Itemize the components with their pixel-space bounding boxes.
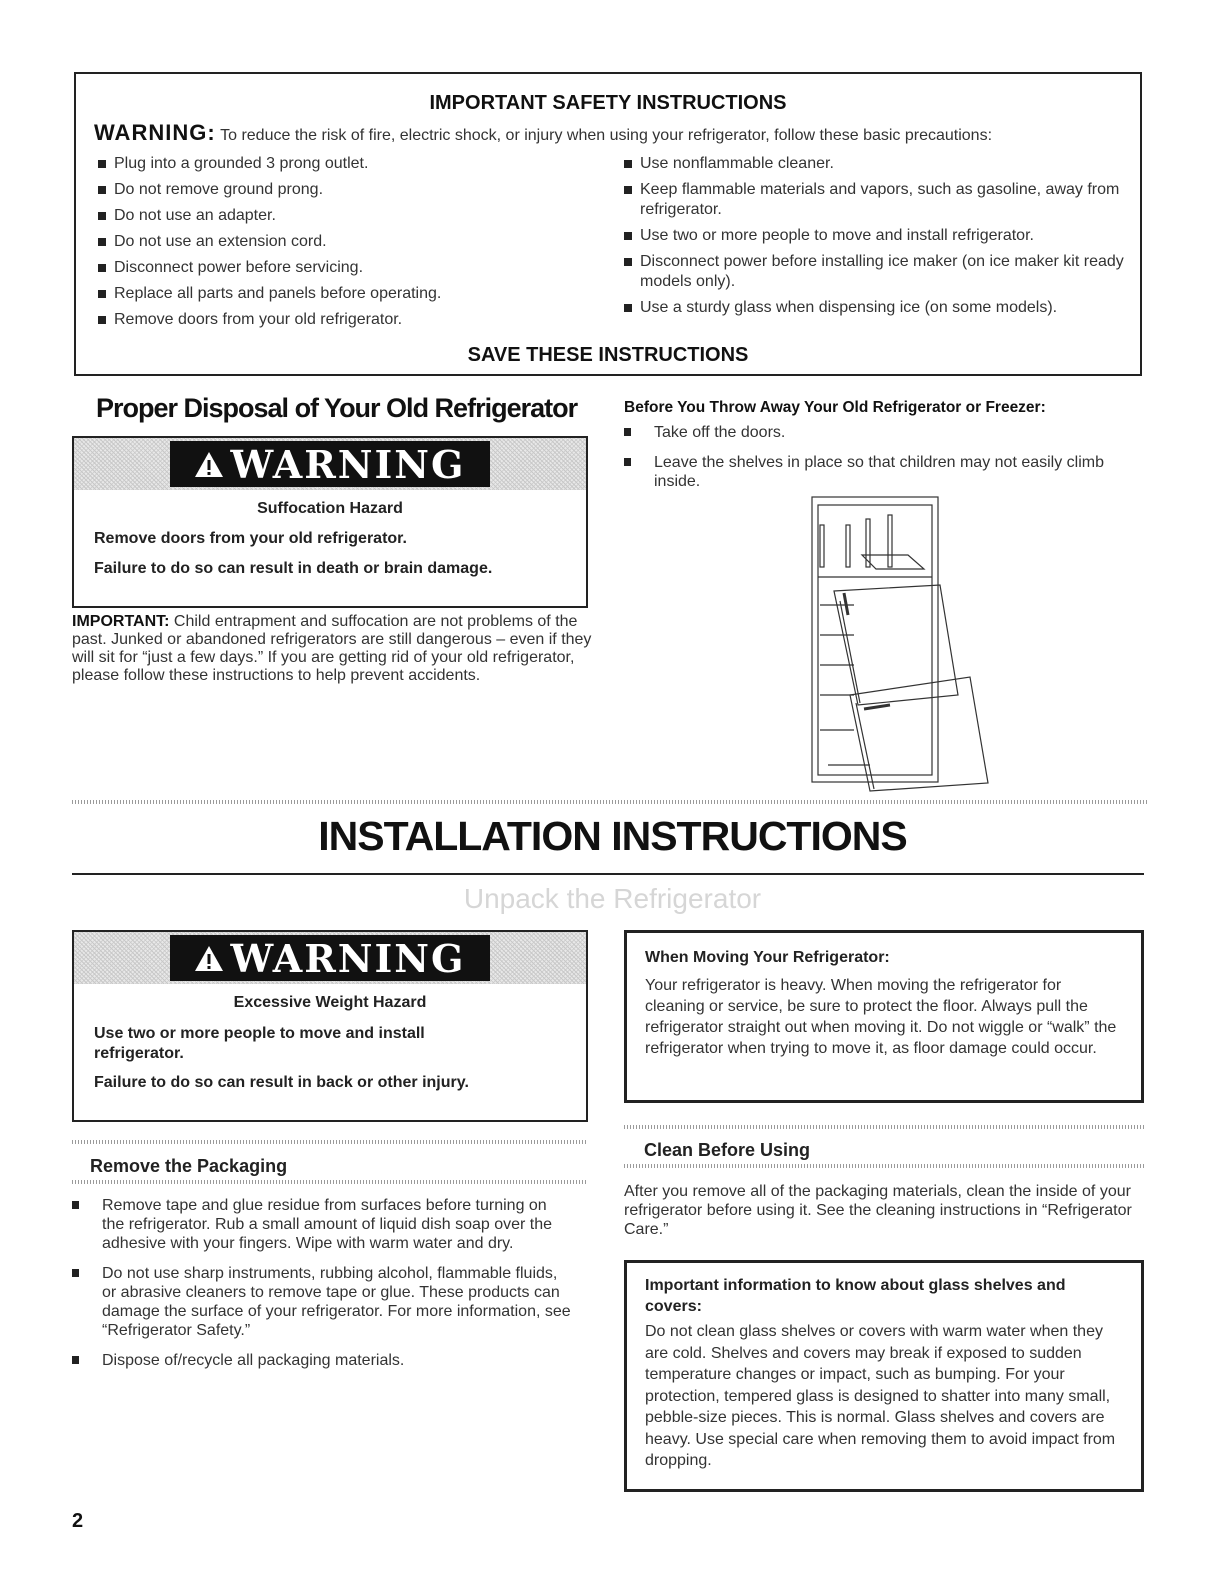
clean-bottom-rule: [624, 1164, 1144, 1168]
safety-left-list: [98, 154, 598, 330]
safety-title: IMPORTANT SAFETY INSTRUCTIONS: [429, 92, 787, 114]
warning-banner: [72, 436, 588, 490]
clean-top-rule: [624, 1125, 1144, 1129]
list-item: Remove tape and glue residue from surfaces before turning on the refrigerator. Rub a small amount of liquid dish soap over the adhesive with your fingers. Wipe with warm water and dry.: [72, 1196, 572, 1253]
warning-text: To reduce the risk of fire, electric shock, or injury when using your refrigerator, follow these basic precautions:: [220, 127, 993, 144]
refrigerator-illustration: [800, 495, 1000, 795]
warning-triangle-icon: [194, 944, 224, 972]
list-item: Plug into a grounded 3 prong outlet.: [98, 154, 598, 174]
warning-body: [72, 984, 588, 1122]
packaging-top-rule: [72, 1140, 588, 1144]
list-item: Use two or more people to move and install refrigerator.: [624, 226, 1134, 246]
hazard-title: Suffocation Hazard: [257, 500, 403, 517]
disposal-title: Proper Disposal of Your Old Refrigerator: [96, 393, 578, 423]
weight-warning-box: [72, 930, 588, 1122]
warning-line-1: Use two or more people to move and install refrigerator.: [94, 1025, 425, 1062]
packaging-heading: Remove the Packaging: [90, 1156, 288, 1176]
list-item: Keep flammable materials and vapors, such as gasoline, away from refrigerator.: [624, 180, 1134, 220]
hazard-title: Excessive Weight Hazard: [233, 994, 427, 1011]
installation-rule: [72, 873, 1144, 875]
installation-title: INSTALLATION INSTRUCTIONS: [318, 813, 907, 859]
save-instructions: SAVE THESE INSTRUCTIONS: [467, 344, 749, 366]
before-list: [624, 423, 1124, 491]
list-item: Remove doors from your old refrigerator.: [98, 310, 598, 330]
list-item: Take off the doors.: [624, 423, 1124, 442]
section-divider: [72, 800, 1147, 804]
warning-word: WARNING:: [94, 120, 216, 145]
list-item: Do not use an extension cord.: [98, 232, 598, 252]
moving-box: [624, 930, 1144, 1103]
list-item: Use nonflammable cleaner.: [624, 154, 1134, 174]
warning-triangle-icon: [194, 450, 224, 478]
suffocation-warning-box: [72, 436, 588, 608]
warning-body: [72, 490, 588, 608]
safety-warning-line: [94, 120, 1144, 146]
warning-line-2: Failure to do so can result in death or brain damage.: [94, 560, 493, 577]
warning-line-1: Remove doors from your old refrigerator.: [94, 530, 407, 547]
list-item: Replace all parts and panels before operating.: [98, 284, 598, 304]
glass-box: [624, 1260, 1144, 1492]
warning-banner: [72, 930, 588, 984]
list-item: Disconnect power before installing ice maker (on ice maker kit ready models only).: [624, 252, 1134, 292]
list-item: Dispose of/recycle all packaging materials.: [72, 1351, 572, 1370]
packaging-bottom-rule: [72, 1180, 588, 1184]
clean-text: After you remove all of the packaging materials, clean the inside of your refrigerator before using it. See the cleaning instructions in “Refrigerator Care.”: [624, 1183, 1132, 1238]
list-item: Use a sturdy glass when dispensing ice (on some models).: [624, 298, 1134, 318]
page-number: 2: [72, 1510, 84, 1532]
list-item: Disconnect power before servicing.: [98, 258, 598, 278]
list-item: Do not use an adapter.: [98, 206, 598, 226]
moving-heading: When Moving Your Refrigerator:: [645, 949, 890, 966]
safety-box: [74, 72, 1142, 376]
before-heading: Before You Throw Away Your Old Refrigerator or Freezer:: [624, 399, 1046, 416]
clean-heading: Clean Before Using: [644, 1140, 811, 1160]
list-item: Do not use sharp instruments, rubbing alcohol, flammable fluids, or abrasive cleaners to remove tape or glue. These products can damage the surface of your refrigerator. For more information, see “Refrigerator Safety.”: [72, 1264, 572, 1340]
warning-label: WARNING: [170, 935, 489, 981]
important-paragraph: [72, 613, 592, 685]
moving-text: Your refrigerator is heavy. When moving the refrigerator for cleaning or service, be sure to protect the floor. Always pull the refrigerator straight out when moving it. Do not wiggle or “walk” the refrigerator when trying to move it, as floor damage could occur.: [645, 977, 1117, 1057]
packaging-list: [72, 1196, 572, 1370]
warning-line-2: Failure to do so can result in back or other injury.: [94, 1074, 469, 1091]
list-item: Do not remove ground prong.: [98, 180, 598, 200]
safety-right-list: [624, 154, 1134, 318]
glass-heading: Important information to know about glass shelves and covers:: [645, 1277, 1066, 1315]
list-item: Leave the shelves in place so that children may not easily climb inside.: [624, 453, 1124, 491]
warning-label: WARNING: [170, 441, 489, 487]
important-text: Child entrapment and suffocation are not problems of the past. Junked or abandoned refrigerators are still dangerous – even if they will sit for “just a few days.” If you are getting rid of your old refrigerator, please follow these instructions to help prevent accidents.: [72, 613, 592, 684]
important-label: IMPORTANT:: [72, 613, 170, 630]
glass-text: Do not clean glass shelves or covers with warm water when they are cold. Shelves and covers may break if exposed to sudden temperature changes or impact, such as bumping. For your protection, tempered glass is designed to shatter into many small, pebble-size pieces. This is normal. Glass shelves and covers are heavy. Use special care when removing them to avoid impact from dropping.: [645, 1323, 1116, 1469]
unpack-subtitle: Unpack the Refrigerator: [463, 883, 762, 914]
